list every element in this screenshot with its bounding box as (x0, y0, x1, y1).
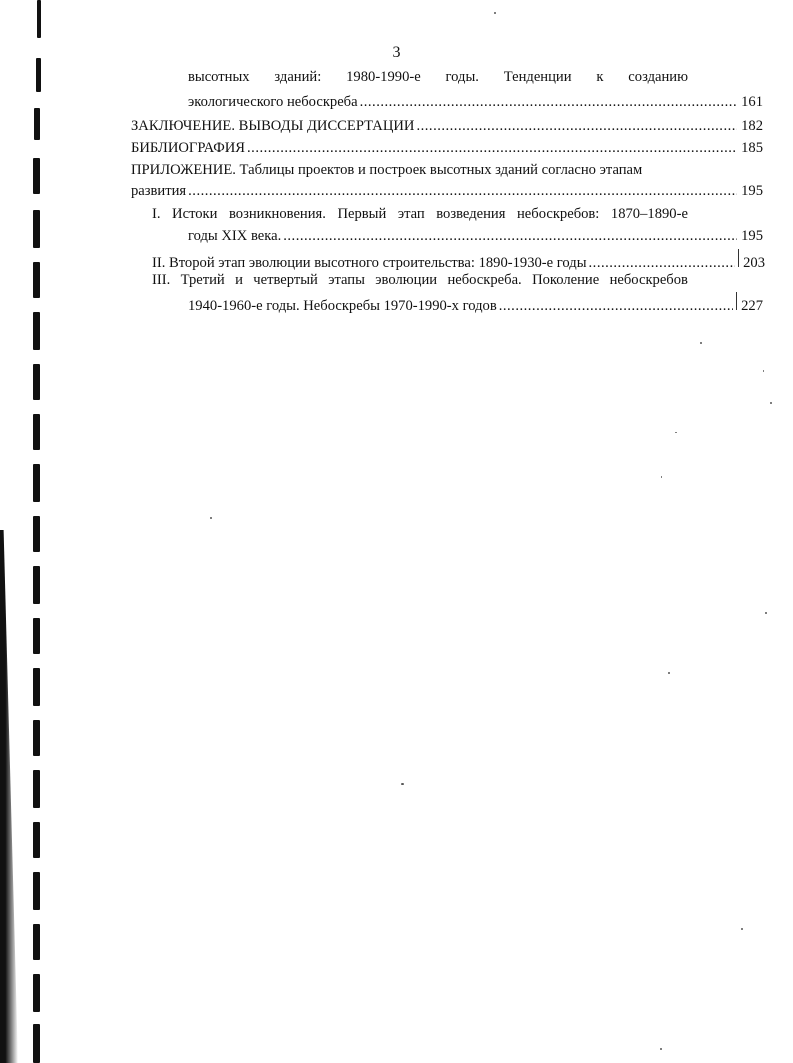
scan-speck (765, 612, 767, 614)
scan-speck (668, 672, 670, 674)
toc-page-number: 182 (741, 118, 763, 134)
word: 1980-1990-е (346, 69, 421, 85)
scan-speck (661, 476, 662, 478)
toc-entry-title: годы XIX века. (188, 228, 282, 244)
leader-dots (283, 226, 737, 246)
word: I. (152, 206, 161, 222)
toc-entry-title: ЗАКЛЮЧЕНИЕ. ВЫВОДЫ ДИССЕРТАЦИИ (131, 118, 415, 134)
word: Третий (180, 272, 225, 288)
word: возникновения. (228, 206, 326, 222)
toc-entry-section3-line2[interactable] (188, 292, 763, 316)
word: зданий: (274, 69, 322, 85)
leader-dots (247, 138, 737, 158)
word: годы. (445, 69, 479, 85)
scan-speck (401, 783, 404, 785)
binding-mark (33, 210, 40, 248)
toc-entry-section3-line1 (152, 270, 688, 290)
toc-entry-continued-line2[interactable] (188, 92, 763, 112)
word: 1870–1890-е (610, 206, 688, 222)
binding-mark (33, 262, 40, 298)
binding-mark (33, 566, 40, 604)
scan-speck (741, 928, 743, 930)
word: Тенденции (503, 69, 572, 85)
toc-entry-continued-line1 (188, 67, 688, 87)
toc-entry-appendix-line1 (131, 160, 731, 180)
binding-mark (33, 414, 40, 450)
scan-speck (700, 342, 702, 344)
toc-entry-section1-line1 (152, 204, 688, 224)
toc-page-number: 203 (743, 255, 765, 271)
toc-entry-title: развития (131, 183, 187, 199)
toc-entry-title: экологического небоскреба (188, 94, 358, 110)
binding-mark (33, 720, 40, 756)
toc-page-number: 161 (741, 94, 763, 110)
leader-dots (416, 116, 737, 136)
binding-mark (33, 668, 40, 706)
binding-mark (33, 364, 40, 400)
binding-mark (36, 58, 41, 92)
leader-dots (188, 181, 737, 201)
binding-mark (33, 974, 40, 1012)
word: эволюции (375, 272, 438, 288)
leader-dots (360, 92, 737, 112)
page-number: 3 (392, 44, 401, 61)
leader-dots (499, 296, 733, 316)
toc-page-number: 195 (741, 228, 763, 244)
scan-speck (210, 517, 212, 519)
toc-entry-conclusion[interactable] (131, 116, 763, 136)
toc-entry-title: 1940-1960-е годы. Небоскребы 1970-1990-х годов (188, 298, 497, 314)
word: Поколение (532, 272, 600, 288)
word: Истоки (172, 206, 218, 222)
binding-mark (33, 822, 40, 858)
word: к (596, 69, 604, 85)
toc-entry-title: БИБЛИОГРАФИЯ (131, 140, 246, 156)
word: четвертый (253, 272, 318, 288)
word: небоскребов: (516, 206, 600, 222)
binding-mark (33, 924, 40, 960)
scan-speck (494, 12, 496, 14)
word: и (235, 272, 243, 288)
binding-mark (33, 1024, 40, 1063)
toc-entry-section1-line2[interactable] (188, 226, 763, 246)
binding-mark (33, 464, 40, 502)
binding-mark (33, 872, 40, 910)
toc-page-number: 195 (741, 183, 763, 199)
scan-speck (770, 402, 772, 404)
word: Первый (337, 206, 387, 222)
word: небоскребов (609, 272, 688, 288)
scan-speck (763, 370, 764, 372)
binding-mark (33, 158, 40, 194)
binding-mark (33, 618, 40, 654)
binding-mark (33, 312, 40, 350)
toc-page-number: 227 (741, 298, 763, 314)
binding-mark (37, 0, 41, 38)
toc-entry-title: II. Второй этап эволюции высотного строительства: 1890-1930-е годы (152, 255, 587, 271)
binding-mark (33, 516, 40, 552)
word: этапы (328, 272, 365, 288)
toc-entry-title: ПРИЛОЖЕНИЕ. Таблицы проектов и построек высотных зданий согласно этапам (131, 162, 643, 178)
binding-mark (34, 108, 40, 140)
word: небоскреба. (447, 272, 522, 288)
word: созданию (628, 69, 688, 85)
word: III. (152, 272, 171, 288)
word: возведения (436, 206, 506, 222)
word: высотных (188, 69, 250, 85)
toc-entry-appendix-line2[interactable] (131, 181, 763, 201)
toc-entry-bibliography[interactable] (131, 138, 763, 158)
scan-speck (675, 432, 677, 433)
word: этап (397, 206, 425, 222)
binding-shadow (0, 530, 18, 1063)
scan-speck (660, 1048, 662, 1050)
toc-page-number: 185 (741, 140, 763, 156)
binding-mark (33, 770, 40, 808)
